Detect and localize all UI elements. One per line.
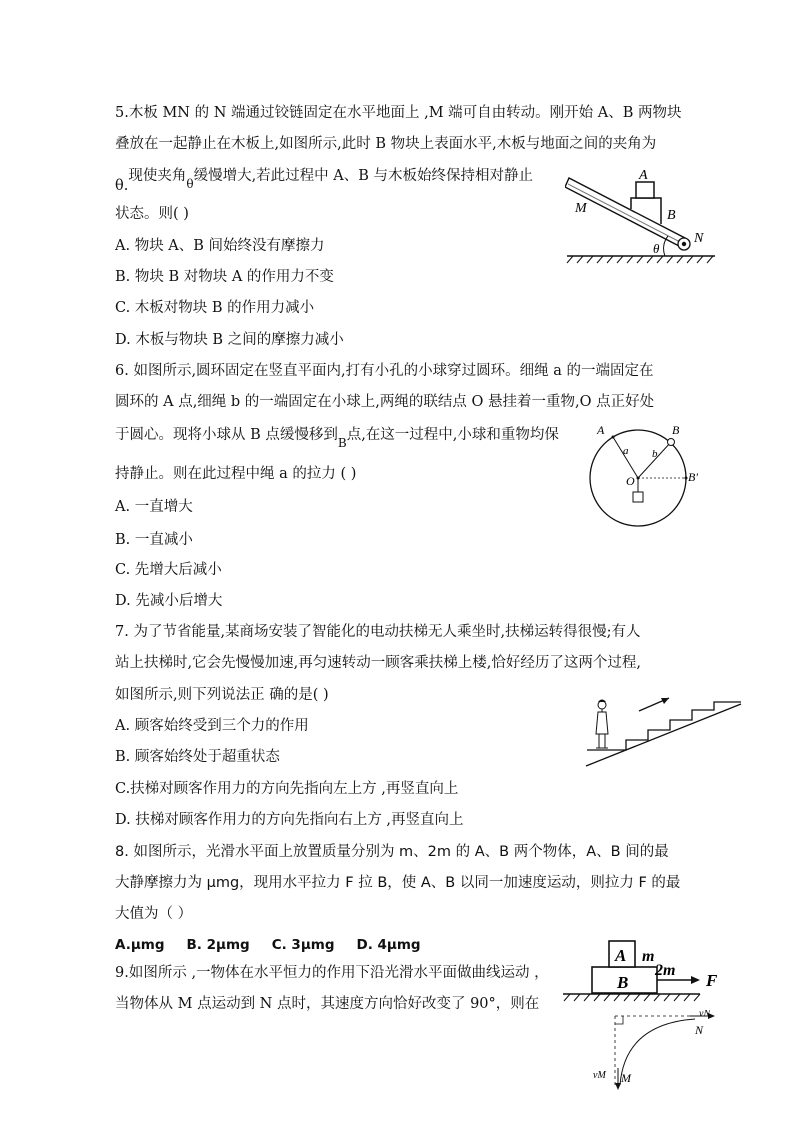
q8-options	[115, 935, 421, 955]
q8-option-b: B. 2μmg	[186, 937, 250, 953]
q6-line-2: 圆环的 A 点,细绳 b 的一端固定在小球上,两绳的联结点 O 悬挂着一重物,O 点正好处	[115, 394, 655, 410]
q5-option-b: B. 物块 B 对物块 A 的作用力不变	[115, 269, 334, 285]
escalator-figure	[583, 688, 745, 770]
q7-option-c: C.扶梯对顾客作用力的方向先指向左上方 ,再竖直向上	[115, 781, 459, 797]
block-a-label: A	[639, 168, 648, 183]
q8-line-2: 大静摩擦力为 μmg，现用水平拉力 F 拉 B，使 A、B 以同一加速度运动，则拉力 F 的最	[115, 875, 681, 891]
q7-line-2: 站上扶梯时,它会先慢慢加速,再匀速转动一顾客乘扶梯上楼,恰好经历了这两个过程,	[115, 655, 641, 671]
point-o-label: O	[626, 474, 635, 488]
point-n-label: N	[695, 1023, 704, 1037]
q8-line-1: 8. 如图所示，光滑水平面上放置质量分别为 m、2m 的 A、B 两个物体，A、B 间的最	[115, 844, 669, 860]
rope-b-label: b	[652, 448, 658, 460]
q8-line-3: 大值为（ ）	[115, 906, 193, 922]
q5-line-1: 5.木板 MN 的 N 端通过铰链固定在水平地面上 ,M 端可自由转动。刚开始 A、B 两物块	[115, 105, 682, 121]
q7-option-d: D. 扶梯对顾客作用力的方向先指向右上方 ,再竖直向上	[115, 812, 464, 828]
q5-option-a: A. 物块 A、B 间始终没有摩擦力	[115, 238, 325, 254]
theta-symbol-2: θ	[186, 177, 194, 191]
mass-2m-label: 2m	[655, 962, 676, 979]
curve-motion-figure	[585, 1010, 720, 1090]
point-b-label: B	[672, 423, 680, 437]
q7-line-1: 7. 为了节省能量,某商场安装了智能化的电动扶梯无人乘坐时,扶梯运转得很慢;有人	[115, 624, 641, 640]
block-a-label: A	[615, 946, 627, 965]
q8-option-c: C. 3μmg	[271, 937, 335, 953]
q8-option-a: A.μmg	[115, 937, 165, 953]
q5-line-3-text: 现使夹角	[128, 168, 187, 184]
ring-figure	[588, 420, 713, 545]
force-f-label: F	[706, 971, 718, 990]
q9-line-1: 9.如图所示 ,一物体在水平恒力的作用下沿光滑水平面做曲线运动 ，	[115, 965, 549, 981]
q7-option-a: A. 顾客始终受到三个力的作用	[115, 718, 309, 734]
angle-theta-label: θ	[653, 241, 660, 256]
q5-line-3	[115, 166, 534, 194]
q6-option-d: D. 先减小后增大	[115, 593, 223, 609]
q6-line-1: 6. 如图所示,圆环固定在竖直平面内,打有小孔的小球穿过圆环。细绳 a 的一端固定在	[115, 363, 654, 379]
block-b-label: B	[617, 973, 629, 992]
q6-line-3	[115, 425, 559, 450]
q5-line-2: 叠放在一起静止在木板上,如图所示,此时 B 物块上表面水平,木板与地面之间的夹角为	[115, 136, 657, 152]
point-b-prime-label: B′	[688, 470, 698, 484]
b-prime-subscript: B	[337, 436, 347, 450]
point-n-label: N	[694, 231, 704, 246]
point-a-label: A	[597, 423, 605, 437]
q9-line-2: 当物体从 M 点运动到 N 点时，其速度方向恰好改变了 90°，则在	[115, 996, 540, 1012]
point-m-label: M	[621, 1071, 631, 1085]
mass-m-label: m	[642, 948, 655, 965]
incline-board-figure	[565, 160, 725, 265]
q6-line-3-text: 于圆心。现将小球从 B 点缓慢移到	[115, 427, 338, 443]
q7-option-b: B. 顾客始终处于超重状态	[115, 749, 280, 765]
rope-a-label: a	[623, 445, 629, 457]
theta-symbol: θ.	[115, 178, 129, 194]
velocity-vm-label: vM	[593, 1070, 606, 1081]
q5-option-c: C. 木板对物块 B 的作用力减小	[115, 300, 315, 316]
velocity-vn-label: vN	[699, 1010, 711, 1020]
q7-line-3: 如图所示,则下列说法正 确的是( )	[115, 687, 329, 703]
q6-option-a: A. 一直增大	[115, 499, 193, 515]
q8-option-d: D. 4μmg	[356, 937, 421, 953]
q5-line-4: 状态。则( )	[115, 206, 189, 222]
q6-option-b: B. 一直减小	[115, 532, 193, 548]
q6-option-c: C. 先增大后减小	[115, 562, 222, 578]
block-b-label: B	[667, 208, 676, 223]
point-m-label: M	[575, 201, 587, 216]
q6-line-4: 持静止。则在此过程中绳 a 的拉力 ( )	[115, 466, 357, 482]
stacked-blocks-figure	[560, 932, 730, 1007]
q6-line-3-rest: 点,在这一过程中,小球和重物均保	[346, 427, 559, 443]
q5-line-3-rest: 缓慢增大,若此过程中 A、B 与木板始终保持相对静止	[193, 168, 534, 184]
q5-option-d: D. 木板与物块 B 之间的摩擦力减小	[115, 332, 344, 348]
